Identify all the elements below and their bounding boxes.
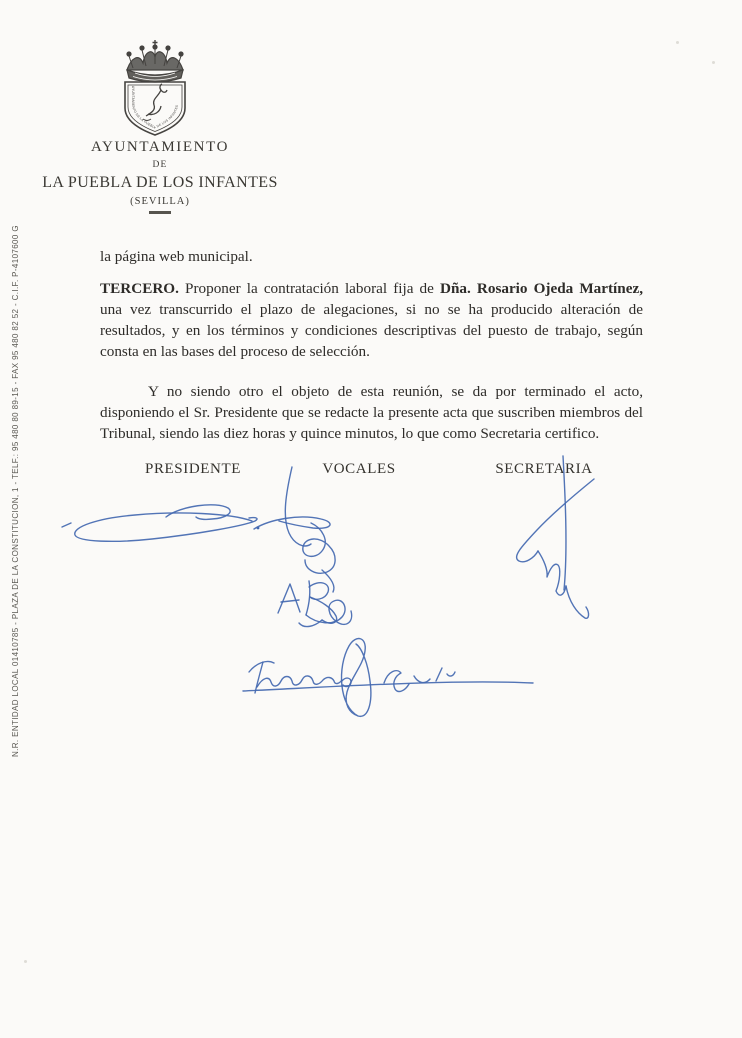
vocales-label: VOCALES [322,461,396,477]
paragraph-cierre: Y no siendo otro el objeto de esta reunión, se da por terminado el acto, disponiendo el Sr. Presidente que se redacte la presente acta que suscriben miembros del Tribunal, siendo las diez horas y quince minutos, lo que como Secretaria certifico. [100,383,643,442]
presidente-label: PRESIDENTE [145,461,241,477]
tercero-lead: TERCERO. [100,280,179,297]
scan-speck [712,61,715,64]
vocales-signature-2 [278,581,352,627]
presidente-signature [62,505,259,542]
paragraph-web-municipal: la página web municipal. [100,248,253,265]
tercero-mid: Proponer la contratación laboral fija de [178,280,440,297]
secretaria-label: SECRETARIA [495,461,593,477]
tercero-name: Dña. Rosario Ojeda Martínez, [439,280,644,297]
registration-sideline: N.R. ENTIDAD LOCAL 01410785 - PLAZA DE LA CONSTITUCION, 1 - TELF.: 95 480 80 89-15 - FAX 95 480 82 52 - C.I.F. P-4107600 G [11,225,20,757]
org-name: AYUNTAMIENTO [91,139,229,155]
scan-speck [676,41,679,44]
crest-ring-text: AYUNTAMIENTO DE LA PUEBLA DE LOS INFANTES [130,86,179,130]
secretaria-signature [517,456,594,618]
tercero-rest: una vez transcurrido el plazo de alegaciones, si no se ha producido alteración de resultados, y en los términos y condiciones descriptivas del puesto de trabajo, según consta en las bases del proceso de selección. [100,301,643,360]
org-province: (SEVILLA) [130,196,190,207]
org-de: DE [152,160,168,170]
francisco-signature [243,639,533,717]
org-city: LA PUEBLA DE LOS INFANTES [42,174,278,191]
vocales-signature-1 [254,467,335,592]
scan-speck [24,960,27,963]
